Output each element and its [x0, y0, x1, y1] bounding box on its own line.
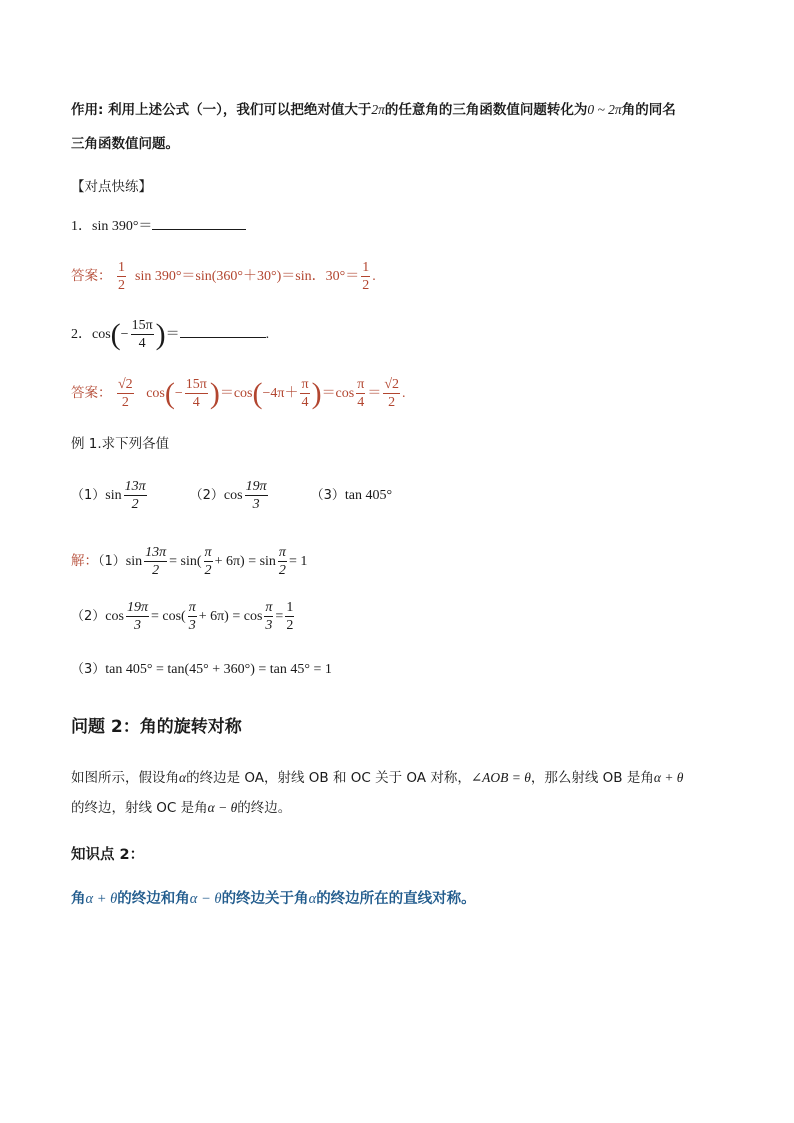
problem-2-line-1: 如图所示，假设角α的终边是 OA，射线 OB 和 OC 关于 OA 对称，∠AOB = θ，那么射线 OB 是角α + θ [71, 770, 684, 786]
q1-expr: sin 390°＝ [92, 219, 153, 234]
solution-label: 解： [71, 553, 98, 569]
answer-1: 答案： $\frac{1}{2}$ sin 390°＝sin(360°＋30°)＝sin．30°＝ $\frac{1}{2}$ . [71, 260, 376, 294]
problem-2-heading: 问题 2：角的旋转对称 [71, 717, 242, 737]
solution-2: （2）cos $\frac{19\pi}{3}$ = cos( $\frac{\pi}{3}$ + 6π) = cos $\frac{\pi}{3}$ = $\frac{1}{2}$ [71, 600, 294, 634]
question-1 [71, 217, 246, 237]
ex-p1-fraction: $\frac{13\pi}{2}$ [124, 479, 146, 513]
intro-text-b: 的任意角的三角函数值问题转化为 [384, 102, 588, 118]
intro-label: 作用: [71, 102, 104, 118]
solution-1: 解：（1）sin $\frac{13\pi}{2}$ = sin( $\frac{\pi}{2}$ + 6π) = sin $\frac{\pi}{2}$ = 1 [71, 545, 308, 579]
solution-3: （3）tan 405° = tan(45° + 360°) = tan 45° = 1 [71, 662, 332, 677]
q2-number: 2． [71, 327, 92, 342]
q1-number: 1． [71, 219, 92, 234]
a2-label: 答案： [71, 385, 112, 401]
intro-line-1 [71, 100, 676, 120]
q2-answer-blank[interactable] [180, 325, 266, 338]
ex-p3-expr: tan 405° [344, 488, 393, 503]
problem-2-line-2: 的终边，射线 OC 是角α − θ的终边。 [71, 800, 292, 816]
a1-result: $\frac{1}{2}$ [362, 260, 370, 294]
intro-line-2: 三角函数值问题。 [71, 136, 179, 152]
intro-2pi: 2π [371, 102, 385, 117]
q2-fraction: $\frac{15\pi}{4}$ [131, 318, 153, 352]
intro-text-c: 角的同名 [621, 102, 676, 118]
knowledge-heading: 知识点 2： [71, 847, 145, 863]
a1-label: 答案： [71, 268, 112, 284]
ex-p2-fraction: $\frac{19\pi}{3}$ [245, 479, 267, 513]
a2-fraction: $\frac{√2}{2}$ [118, 377, 133, 411]
q1-answer-blank[interactable] [152, 217, 246, 230]
question-2: 2．cos(− $\frac{15\pi}{4}$ )＝ . [71, 317, 270, 352]
intro-range: 0 ~ 2π [587, 102, 622, 117]
a1-fraction: $\frac{1}{2}$ [118, 260, 125, 294]
answer-2: 答案： $\frac{√2}{2}$ cos(− $\frac{15\pi}{4}$ )＝cos(−4π＋ $\frac{\pi}{4}$ )＝cos $\frac{\pi}{4}$ ＝ $\frac{√2}{2}$ . [71, 376, 406, 411]
solution-3-expr: tan 405° = tan(45° + 360°) = tan 45° = 1 [105, 662, 332, 677]
practice-heading: 【对点快练】 [71, 179, 152, 195]
example-parts: （1）sin $\frac{13\pi}{2}$ （2）cos $\frac{19\pi}{3}$ （3）tan 405° [71, 479, 393, 513]
knowledge-statement: 角α + θ的终边和角α − θ的终边关于角α的终边所在的直线对称。 [71, 891, 476, 907]
example-title: 例 1.求下列各值 [71, 436, 170, 452]
a1-expr: sin 390°＝sin(360°＋30°)＝sin．30°＝ [135, 269, 360, 284]
intro-text-a: 利用上述公式（一），我们可以把绝对值大于 [108, 102, 372, 118]
angle-aob: ∠AOB = θ [470, 770, 531, 785]
